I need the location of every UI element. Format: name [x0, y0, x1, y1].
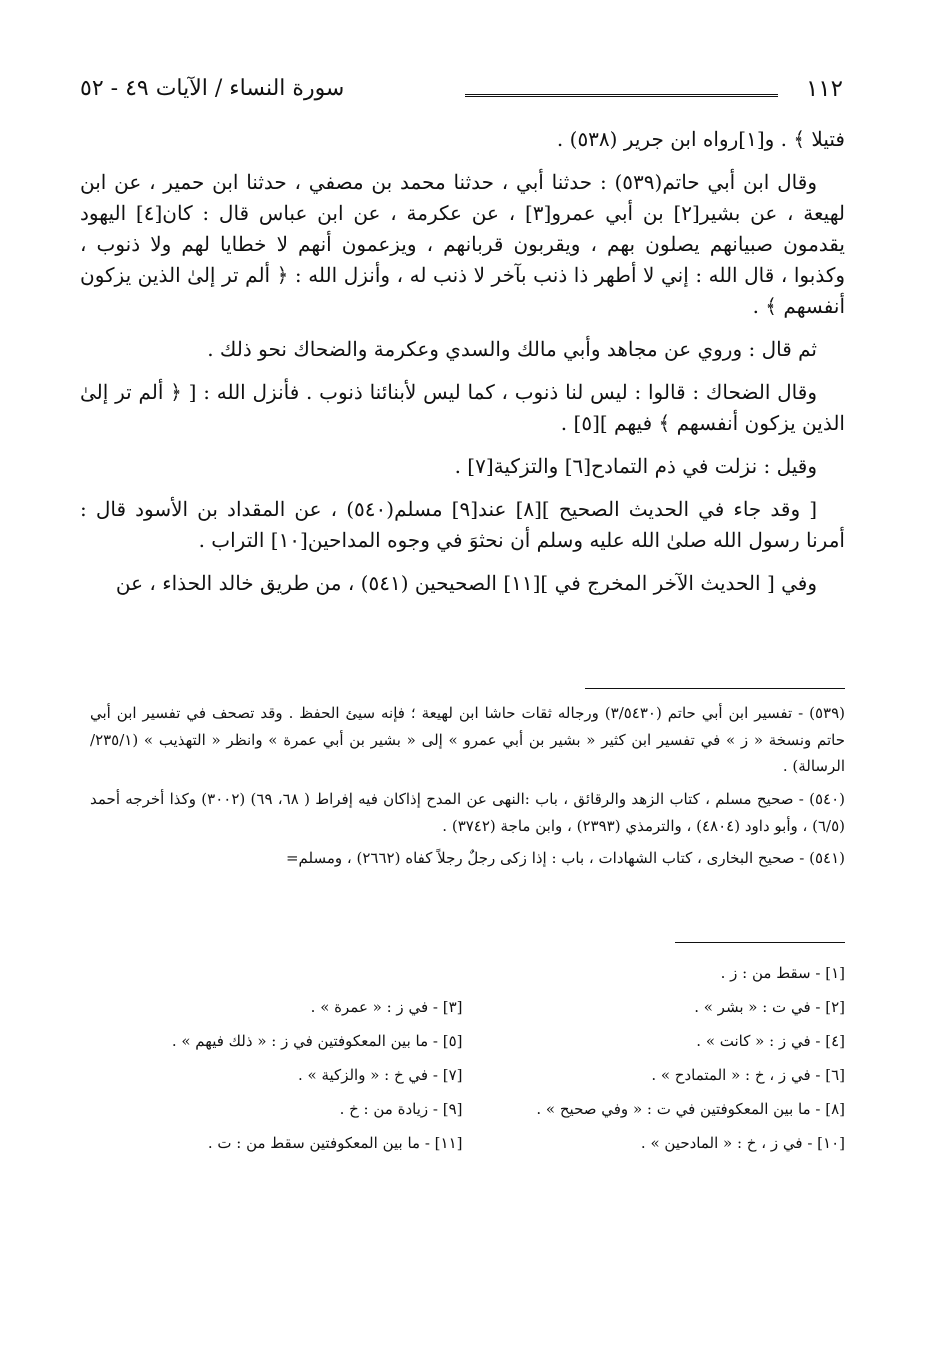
paragraph-5: وقيل : نزلت في ذم التمادح[٦] والتزكية[٧] .: [454, 454, 817, 478]
paragraph-7: وفي [ الحديث الآخر المخرج في ][١١] الصحيحين (٥٤١) ، من طريق خالد الحذاء ، عن: [115, 571, 817, 595]
main-text: [80, 124, 845, 611]
running-header: [80, 72, 843, 112]
footnote-541: (٥٤١) - صحيح البخارى ، كتاب الشهادات ، باب : إذا زكى رجلٌ رجلاً كفاه (٢٦٦٢) ، ومسلم=: [285, 849, 845, 868]
variant-note: [١] - سقط من : ز .: [720, 964, 845, 982]
paragraph-2: وقال ابن أبي حاتم(٥٣٩) : حدثنا أبي ، حدثنا محمد بن مصفي ، حدثنا ابن حمير ، عن ابن لهيعة ، عن بشير[٢] بن أبي عمرو[٣] ، عن عكرمة ، عن ابن عباس قال : كان[٤] اليهود يقدمون صبيانهم يصلون بهم ، ويقربون قربانهم ، ويزعمون أنهم لا خطايا لهم ولا ذنوب ، وكذبوا ، قال الله : إني لا أطهر ذا ذنب بآخر لا ذنب له ، وأنزل الله : ﴿ ألم تر إلىٰ الذين يزكون أنفسهم ﴾ .: [80, 170, 846, 318]
footnote-539: (٥٣٩) - تفسير ابن أبي حاتم (٣/٥٤٣٠) ورجاله ثقات حاشا ابن لهيعة ؛ فإنه سيئ الحفظ . وقد تصحف في تفسير ابن أبي حاتم ونسخة « ز » في تفسير ابن كثير « بشير بن أبي عمرو » إلى « بشير بن أبي عمرة » وانظر « التهذيب » (٢٣٥/١/ الرسالة) .: [90, 704, 846, 776]
footnotes: [90, 700, 845, 878]
manuscript-variants: [80, 958, 845, 1158]
paragraph-1: فتيلا ﴾ . و[١]رواه ابن جرير (٥٣٨) .: [556, 127, 845, 151]
variant-note: [٨] - ما بين المعكوفتين في ت : « وفي صحيح » .: [536, 1100, 845, 1118]
paragraph-3: ثم قال : وروي عن مجاهد وأبي مالك والسدي وعكرمة والضحاك نحو ذلك .: [207, 337, 817, 361]
variant-note: [٦] - في ز ، خ : « المتمادح » .: [651, 1066, 845, 1084]
header-rule: [465, 94, 778, 97]
variant-note: [٧] - في خ : « والزكية » .: [298, 1066, 463, 1084]
page-number: ١١٢: [805, 76, 843, 102]
paragraph-4: وقال الضحاك : قالوا : ليس لنا ذنوب ، كما ليس لأبنائنا ذنوب . فأنزل الله : [ ﴿ ألم تر إلىٰ الذين يزكون أنفسهم ﴾ فيهم ][٥] .: [80, 380, 845, 435]
variant-note: [١٠] - في ز ، خ : « المادحين » .: [640, 1134, 845, 1152]
variant-note: [١١] - ما بين المعكوفتين سقط من : ت .: [207, 1134, 463, 1152]
variant-note: [٩] - زيادة من : خ .: [339, 1100, 463, 1118]
variant-note: [٢] - في ت : « بشر » .: [694, 998, 845, 1016]
footnote-540: (٥٤٠) - صحيح مسلم ، كتاب الزهد والرقائق ، باب :النهى عن المدح إذاكان فيه إفراط ( ٦٨، ٦٩) (٣٠٠٢) وكذا أخرجه أحمد (٦/٥) ، وأبو داود (٤٨٠٤) ، والترمذي (٢٣٩٣) ، وابن ماجة (٣٧٤٢) .: [90, 790, 846, 835]
variant-note: [80, 958, 463, 988]
variants-separator: [675, 942, 845, 943]
variant-note: [٣] - في ز : « عمرة » .: [310, 998, 463, 1016]
header-title: سورة النساء / الآيات ٤٩ - ٥٢: [80, 76, 345, 101]
paragraph-6: [ وقد جاء في الحديث الصحيح ][٨] عند[٩] مسلم(٥٤٠) ، عن المقداد بن الأسود قال : أمرنا رسول الله صلىٰ الله عليه وسلم أن نحثوَ في وجوه المداحين[١٠] التراب .: [80, 497, 845, 552]
variant-note: [٥] - ما بين المعكوفتين في ز : « ذلك فيهم » .: [171, 1032, 463, 1050]
variant-note: [٤] - في ز : « كانت » .: [696, 1032, 845, 1050]
footnote-separator: [585, 688, 845, 689]
